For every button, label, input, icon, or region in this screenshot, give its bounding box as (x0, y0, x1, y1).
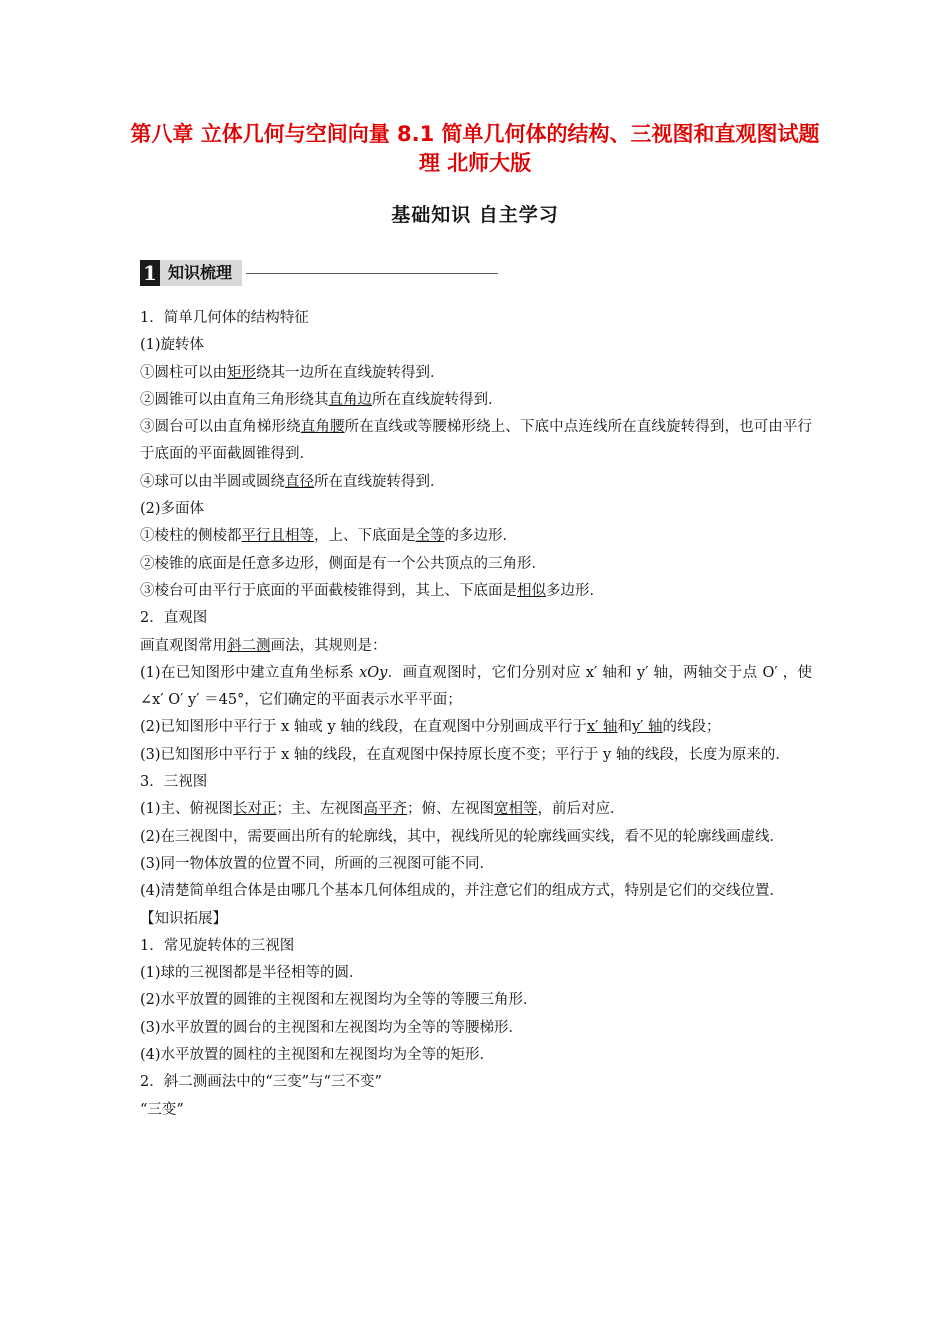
section-rule (246, 273, 498, 274)
section-subtitle: 基础知识 自主学习 (391, 204, 559, 226)
heading-structure: 1．简单几何体的结构特征 (140, 310, 309, 326)
item-frustum-pyramid: ③棱台可由平行于底面的平面截棱锥得到，其上、下底面是相似多边形． (140, 582, 604, 599)
section-number: 1 (140, 260, 160, 286)
rule-2: (2)已知图形中平行于 x 轴或 y 轴的线段，在直观图中分别画成平行于x′ 轴和y′ 轴的线段； (140, 719, 721, 736)
item-sphere: ④球可以由半圆或圆绕直径所在直线旋转得到． (140, 473, 445, 490)
item-prism: ①棱柱的侧棱都平行且相等，上、下底面是全等的多边形． (140, 528, 517, 545)
section-label: 知识梳理 (160, 260, 242, 286)
extension-1b: (2)水平放置的圆锥的主视图和左视图均为全等的等腰三角形． (140, 992, 538, 1009)
extension-2a: “三变” (140, 1101, 184, 1118)
heading-three-views: 3．三视图 (140, 774, 208, 791)
item-cylinder: ①圆柱可以由矩形绕其一边所在直线旋转得到． (140, 364, 445, 381)
section-header (140, 260, 498, 286)
item-frustum: ③圆台可以由直角梯形绕直角腰所在直线或等腰梯形绕上、下底中点连线所在直线旋转得到，也可由平行于底面的平面截圆锥得到． (140, 419, 813, 463)
rule-3: (3)已知图形中平行于 x 轴的线段，在直观图中保持原长度不变；平行于 y 轴的线段，长度为原来的． (140, 746, 790, 763)
extension-1c: (3)水平放置的圆台的主视图和左视图均为全等的等腰梯形． (140, 1019, 524, 1036)
three-views-4: (4)清楚简单组合体是由哪几个基本几何体组成的，并注意它们的组成方式，特别是它们的交线位置． (140, 883, 785, 900)
rule-1: (1)在已知图形中建立直角坐标系 xOy．画直观图时，它们分别对应 x′ 轴和 y′ 轴，两轴交于点 O′ ，使∠x′ O′ y′ ＝45°，它们确定的平面表示水平平面； (140, 664, 812, 709)
extension-1: 1．常见旋转体的三视图 (140, 937, 295, 954)
extension-1d: (4)水平放置的圆柱的主视图和左视图均为全等的矩形． (140, 1047, 495, 1064)
extension-heading: 【知识拓展】 (140, 910, 227, 927)
item-pyramid: ②棱锥的底面是任意多边形，侧面是有一个公共顶点的三角形． (140, 555, 546, 572)
heading-intuitive-view: 2．直观图 (140, 610, 208, 627)
three-views-3: (3)同一物体放置的位置不同，所画的三视图可能不同． (140, 855, 495, 872)
item-cone: ②圆锥可以由直角三角形绕其直角边所在直线旋转得到． (140, 391, 503, 408)
document-title: 第八章 立体几何与空间向量 8.1 简单几何体的结构、三视图和直观图试题 理 北师大版 (130, 122, 820, 175)
subheading-rotation-body: (1)旋转体 (140, 337, 205, 354)
extension-1a: (1)球的三视图都是半径相等的圆． (140, 965, 364, 982)
subheading-polyhedron: (2)多面体 (140, 501, 205, 518)
extension-2: 2．斜二测画法中的“三变”与“三不变” (140, 1074, 382, 1091)
oblique-method-intro: 画直观图常用斜二测画法，其规则是： (140, 637, 387, 654)
three-views-1: (1)主、俯视图长对正；主、左视图高平齐；俯、左视图宽相等，前后对应． (140, 801, 625, 818)
three-views-2: (2)在三视图中，需要画出所有的轮廓线，其中，视线所见的轮廓线画实线，看不见的轮廓线画虚线． (140, 828, 785, 845)
document-body (140, 305, 812, 1124)
